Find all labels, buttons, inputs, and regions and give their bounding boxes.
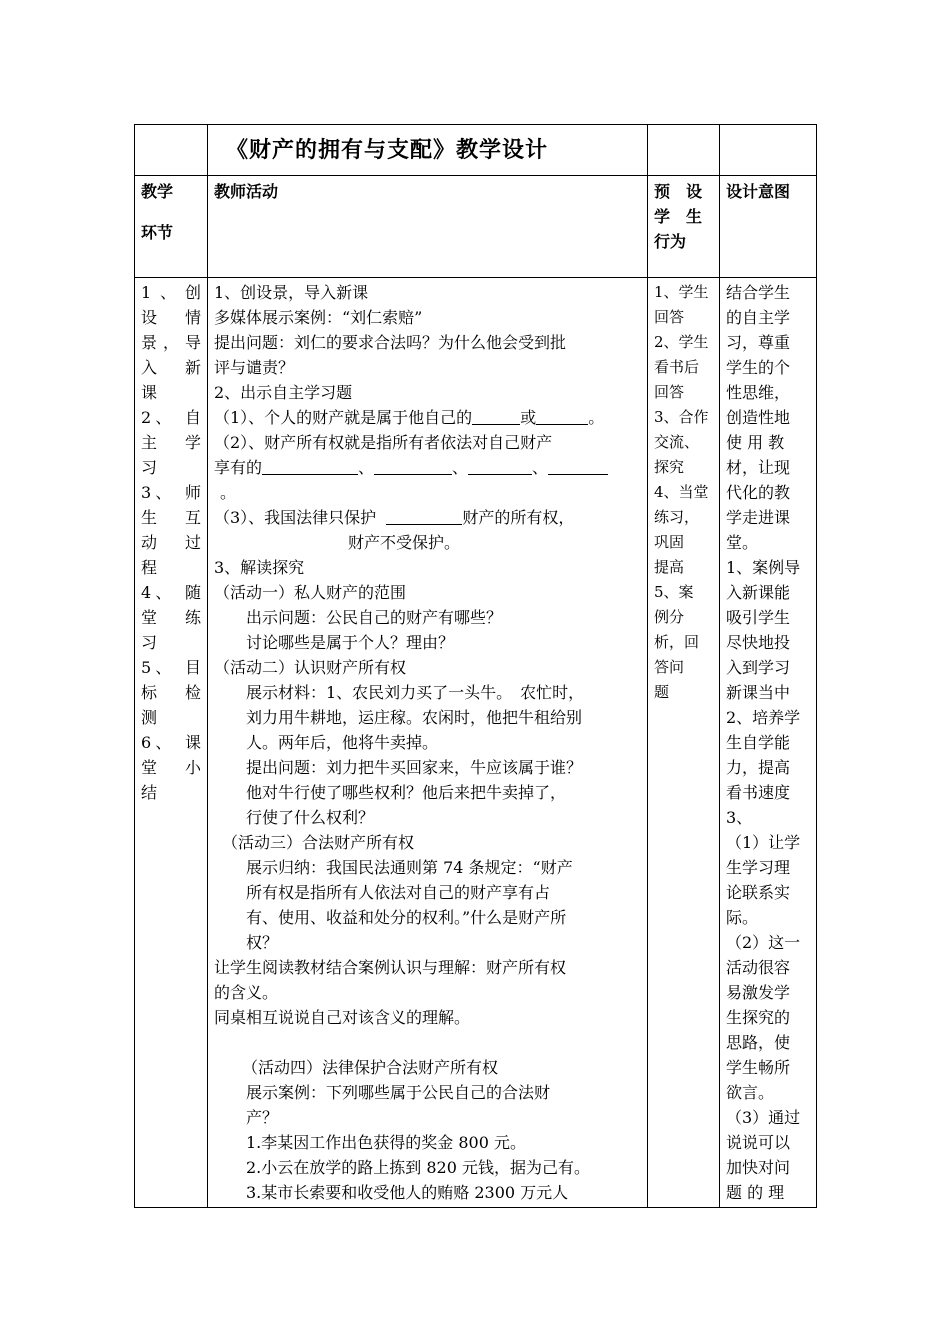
intent-line: （1）让学 xyxy=(726,833,801,852)
teacher-line: 2、出示自主学习题 xyxy=(214,383,353,402)
student-line: 1、学生 xyxy=(654,283,709,301)
stage-line: 堂 小 xyxy=(141,758,201,777)
intent-line: （3）通过 xyxy=(726,1108,801,1127)
intent-line: 学生畅所 xyxy=(726,1058,791,1077)
header-student-line1: 预 设 xyxy=(654,182,703,201)
stage-cell xyxy=(135,278,208,1208)
student-line: 提高 xyxy=(654,558,685,576)
intent-line: 题 的 理 xyxy=(726,1183,785,1202)
teacher-line: 财产不受保护。 xyxy=(348,533,461,552)
teacher-line: 3.某市长索要和收受他人的贿赂 2300 万元人 xyxy=(246,1183,569,1202)
header-stage-line2: 环节 xyxy=(141,223,174,242)
intent-line: 吸引学生 xyxy=(726,608,791,627)
teacher-line: （活动一）私人财产的范围 xyxy=(214,583,407,602)
fill-blank xyxy=(262,456,358,475)
intent-line: 说说可以 xyxy=(726,1133,791,1152)
fill-sep: 、 xyxy=(532,458,549,477)
intent-line: 生学习理 xyxy=(726,858,791,877)
fill-end: 。 xyxy=(588,408,605,427)
teacher-line: （活动四）法律保护合法财产所有权 xyxy=(242,1058,499,1077)
teacher-line: 评与谴责？ xyxy=(214,358,295,377)
header-student-line2: 学 生 xyxy=(654,207,703,226)
teacher-line: 同桌相互说说自己对该含义的理解。 xyxy=(214,1008,471,1027)
stage-line: 堂 练 xyxy=(141,608,201,627)
student-line: 练习， xyxy=(654,508,700,526)
header-stage xyxy=(135,176,208,278)
teacher-activity-cell xyxy=(208,278,648,1208)
teacher-line xyxy=(214,405,641,430)
intent-line: 思路，使 xyxy=(726,1033,791,1052)
title-row xyxy=(135,125,817,176)
intent-line: 际。 xyxy=(726,908,759,927)
teacher-line: 所有权是指所有人依法对自己的财产享有占 xyxy=(246,883,551,902)
intent-line: 结合学生 xyxy=(726,283,791,302)
fill-or: 或 xyxy=(520,408,537,427)
teacher-line: 讨论哪些是属于个人？理由？ xyxy=(246,633,455,652)
fill-sep: 、 xyxy=(358,458,375,477)
design-intent-cell xyxy=(720,278,817,1208)
lesson-design-table xyxy=(134,124,817,1208)
header-stage-line1: 教学 xyxy=(141,182,174,201)
stage-line: 结 xyxy=(141,783,158,802)
fill-blank xyxy=(468,456,532,475)
content-row xyxy=(135,278,817,1208)
student-line: 3、合作 xyxy=(654,408,709,426)
stage-line: 生 互 xyxy=(141,508,201,527)
teacher-line: 权？ xyxy=(246,933,279,952)
stage-line: 设 情 xyxy=(141,308,201,327)
intent-line: 2、培养学 xyxy=(726,708,801,727)
fill-question-3b: 财产的所有权， xyxy=(462,508,575,527)
teacher-line: 1、创设景，导入新课 xyxy=(214,283,369,302)
teacher-line: 展示材料：1、农民刘力买了一头牛。 农忙时， xyxy=(246,683,585,702)
intent-line: 论联系实 xyxy=(726,883,791,902)
stage-line: 程 xyxy=(141,558,158,577)
stage-line: 3、 师 xyxy=(141,483,201,502)
student-behavior-cell xyxy=(648,278,720,1208)
document-title: 《财产的拥有与支配》教学设计 xyxy=(208,125,648,176)
teacher-line: 他对牛行使了哪些权利？他后来把牛卖掉了， xyxy=(246,783,567,802)
teacher-line: 让学生阅读教材结合案例认识与理解：财产所有权 xyxy=(214,958,567,977)
teacher-line: 人。两年后，他将牛卖掉。 xyxy=(246,733,439,752)
teacher-line: 的含义。 xyxy=(214,983,279,1002)
intent-line: 入新课能 xyxy=(726,583,791,602)
fill-blank xyxy=(536,406,588,425)
stage-line: 习 xyxy=(141,633,158,652)
intent-line: 材，让现 xyxy=(726,458,791,477)
teacher-line xyxy=(214,505,641,530)
intent-line: 1、案例导 xyxy=(726,558,801,577)
teacher-line: 展示归纳：我国民法通则第 74 条规定：“财产 xyxy=(246,858,573,877)
intent-line: 代化的教 xyxy=(726,483,791,502)
fill-blank xyxy=(386,506,462,525)
header-student xyxy=(648,176,720,278)
intent-line: 使 用 教 xyxy=(726,433,785,452)
intent-line: 看书速度 xyxy=(726,783,791,802)
fill-question-3: （3）、我国法律只保护 xyxy=(214,508,377,527)
intent-line: 新课当中 xyxy=(726,683,791,702)
stage-line: 主 学 xyxy=(141,433,201,452)
teacher-line: 1.李某因工作出色获得的奖金 800 元。 xyxy=(246,1133,526,1152)
stage-line: 习 xyxy=(141,458,158,477)
stage-line: 1、创 xyxy=(141,283,201,302)
student-line: 4、当堂 xyxy=(654,483,709,501)
teacher-line: （2）、财产所有权就是指所有者依法对自己财产 xyxy=(214,433,553,452)
student-line: 看书后 xyxy=(654,358,700,376)
title-empty-cell-left xyxy=(135,125,208,176)
teacher-line: 多媒体展示案例：“刘仁索赔” xyxy=(214,308,423,327)
title-empty-cell-mid xyxy=(648,125,720,176)
stage-line: 6、 课 xyxy=(141,733,201,752)
intent-line: 3、 xyxy=(726,808,753,827)
intent-line: 力，提高 xyxy=(726,758,791,777)
teacher-line: 刘力用牛耕地，运庄稼。农闲时，他把牛租给别 xyxy=(246,708,583,727)
intent-line: 创造性地 xyxy=(726,408,791,427)
student-line: 回答 xyxy=(654,308,685,326)
student-line: 例分 xyxy=(654,608,685,626)
student-line: 2、学生 xyxy=(654,333,709,351)
stage-line: 标 检 xyxy=(141,683,201,702)
stage-line: 5、 目 xyxy=(141,658,201,677)
intent-line: 性思维， xyxy=(726,383,791,402)
teacher-line: 提出问题：刘力把牛买回家来，牛应该属于谁？ xyxy=(246,758,583,777)
student-line: 答问 xyxy=(654,658,685,676)
fill-question-1: （1）、个人的财产就是属于他自己的 xyxy=(214,408,473,427)
teacher-line: 有、使用、收益和处分的权利。”什么是财产所 xyxy=(246,908,567,927)
student-line: 巩固 xyxy=(654,533,685,551)
stage-line: 测 xyxy=(141,708,158,727)
intent-line: （2）这一 xyxy=(726,933,801,952)
stage-line: 动 过 xyxy=(141,533,201,552)
title-empty-cell-right xyxy=(720,125,817,176)
intent-line: 欲言。 xyxy=(726,1083,775,1102)
teacher-line: 展示案例：下列哪些属于公民自己的合法财 xyxy=(246,1083,551,1102)
teacher-line xyxy=(214,455,641,480)
intent-line: 易激发学 xyxy=(726,983,791,1002)
fill-blank xyxy=(374,456,452,475)
teacher-line: 产？ xyxy=(246,1108,279,1127)
teacher-line: 3、解读探究 xyxy=(214,558,305,577)
teacher-line: （活动三）合法财产所有权 xyxy=(222,833,415,852)
spacer xyxy=(214,1030,641,1055)
intent-line: 学生的个 xyxy=(726,358,791,377)
intent-line: 活动很容 xyxy=(726,958,791,977)
intent-line: 的自主学 xyxy=(726,308,791,327)
intent-line: 加快对问 xyxy=(726,1158,791,1177)
teacher-line: （活动二）认识财产所有权 xyxy=(214,658,407,677)
intent-line: 堂。 xyxy=(726,533,759,552)
fill-blank xyxy=(472,406,520,425)
stage-list xyxy=(141,280,201,805)
stage-line: 课 xyxy=(141,383,158,402)
stage-line: 景，导 xyxy=(141,333,201,352)
header-teacher: 教师活动 xyxy=(208,176,648,278)
stage-line: 入 新 xyxy=(141,358,201,377)
fill-question-2: 享有的 xyxy=(214,458,263,477)
student-line: 5、案 xyxy=(654,583,694,601)
intent-line: 习，尊重 xyxy=(726,333,791,352)
fill-blank xyxy=(548,456,608,475)
header-intent: 设计意图 xyxy=(720,176,817,278)
stage-line: 2、 自 xyxy=(141,408,201,427)
header-row xyxy=(135,176,817,278)
stage-line: 4、 随 xyxy=(141,583,201,602)
fill-sep: 、 xyxy=(452,458,469,477)
teacher-line: 2.小云在放学的路上拣到 820 元钱，据为己有。 xyxy=(246,1158,590,1177)
header-student-line3: 行为 xyxy=(654,232,687,251)
intent-line: 学走进课 xyxy=(726,508,791,527)
intent-line: 尽快地投 xyxy=(726,633,791,652)
teacher-line: 提出问题：刘仁的要求合法吗？为什么他会受到批 xyxy=(214,333,567,352)
student-line: 交流、 xyxy=(654,433,700,451)
student-line: 回答 xyxy=(654,383,685,401)
intent-line: 生自学能 xyxy=(726,733,791,752)
student-line: 探究 xyxy=(654,458,685,476)
student-line: 题 xyxy=(654,683,670,701)
teacher-line: 。 xyxy=(220,483,237,502)
intent-line: 入到学习 xyxy=(726,658,791,677)
teacher-line: 出示问题：公民自己的财产有哪些？ xyxy=(246,608,503,627)
intent-line: 生探究的 xyxy=(726,1008,791,1027)
student-line: 析，回 xyxy=(654,633,700,651)
teacher-line: 行使了什么权利？ xyxy=(246,808,375,827)
